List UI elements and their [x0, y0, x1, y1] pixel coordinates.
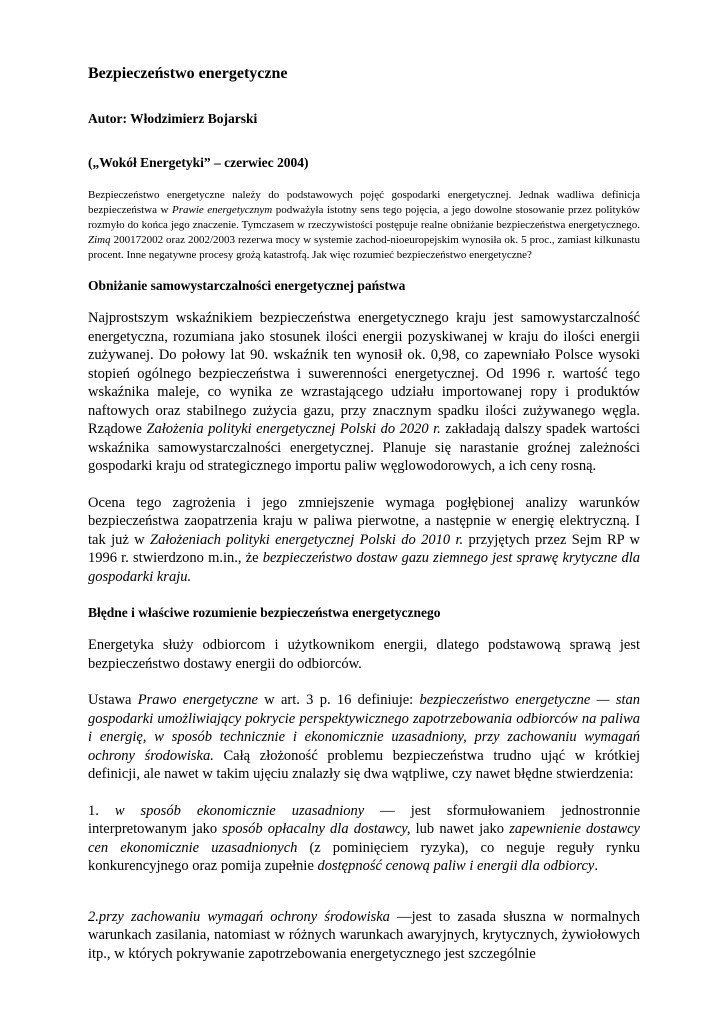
list-item-paragraph: 2.przy zachowaniu wymagań ochrony środowiska —jest to zasada słuszna w normalnych warunkach zasilania, natomiast w różnych warunkach awaryjnych, krytycznych, żywiołowych itp., w których pokrywanie zapotrzebowania energetycznego jest szczególnie — [88, 908, 640, 962]
document-title: Bezpieczeństwo energetyczne — [88, 65, 288, 82]
abstract-paragraph: Bezpieczeństwo energetyczne należy do podstawowych pojęć gospodarki energetycznej. Jednak wadliwa definicja bezpieczeństwa w Prawie energetycznym podważyła istotny sens tego pojęcia, a jego dowolne stosowanie przez polityków rozmyło do końca jego znaczenie. Tymczasem w rzeczywistości postępuje realne obniżanie bezpieczeństwa energetycznego. Zimą 200172002 oraz 2002/2003 rezerwa mocy w systemie zachod-nioeuropejskim wynosiła ok. 5 proc., zamiast kilkunastu procent. Inne negatywne procesy grożą katastrofą. Jak więc rozumieć bezpieczeństwo energetyczne? — [88, 189, 640, 261]
section-heading-understanding: Błędne i właściwe rozumienie bezpieczeństwa energetycznego — [88, 605, 441, 620]
section-heading-self-sufficiency: Obniżanie samowystarczalności energetycznej państwa — [88, 278, 406, 293]
body-paragraph: Najprostszym wskaźnikiem bezpieczeństwa energetycznego kraju jest samowystarczalność energetyczna, rozumiana jako stosunek ilości energii pozyskiwanej w kraju do ilości energii zużywanej. Do połowy lat 90. wskaźnik ten wynosił ok. 0,98, co zapewniało Polsce wysoki stopień ogólnego bezpieczeństwa i suwerenności energetycznej. Od 1996 r. wartość tego wskaźnika maleje, co wynika ze wzrastającego udziału importowanej ropy i produktów naftowych oraz stabilnego zużycia gazu, przy znacznym spadku ilości zużywanego węgla. Rządowe Założenia polityki energetycznej Polski do 2020 r. zakładają dalszy spadek wartości wskaźnika samowystarczalności energetycznej. Planuje się narastanie groźnej zależności gospodarki kraju od strategicznego importu paliw węglowodorowych, a ich ceny rosną. — [88, 310, 641, 474]
body-paragraph: Energetyka służy odbiorcom i użytkownikom energii, dlatego podstawową sprawą jest bezpieczeństwo dostawy energii do odbiorców. — [88, 637, 640, 672]
list-item-paragraph: 1. w sposób ekonomicznie uzasadniony — jest sformułowaniem jednostronnie interpretowanym jako sposób opłacalny dla dostawcy, lub nawet jako zapewnienie dostawcy cen ekonomicznie uzasadnionych (z pominięciem ryzyka), co neguje reguły rynku konkurencyjnego oraz pomija zupełnie dostępność cenową paliw i energii dla odbiorcy. — [88, 802, 641, 874]
body-paragraph: Ocena tego zagrożenia i jego zmniejszenie wymaga pogłębionej analizy warunków bezpieczeństwa zaopatrzenia kraju w paliwa pierwotne, a następnie w energię elektryczną. I tak już w Założeniach polityki energetycznej Polski do 2010 r. przyjętych przez Sejm RP w 1996 r. stwierdzono m.in., że bezpieczeństwo dostaw gazu ziemnego jest sprawę krytyczne dla gospodarki kraju. — [88, 494, 640, 585]
author-line: Autor: Włodzimierz Bojarski — [88, 111, 258, 126]
source-line: („Wokół Energetyki” – czerwiec 2004) — [88, 155, 309, 170]
body-paragraph: Ustawa Prawo energetyczne w art. 3 p. 16 definiuje: bezpieczeństwo energetyczne — stan gospodarki umożliwiający pokrycie perspektywicznego zapotrzebowania odbiorców na paliwa i energię, w sposób technicznie i ekonomicznie uzasadniony, przy zachowaniu wymagań ochrony środowiska. Całą złożoność problemu bezpieczeństwa trudno ująć w krótkiej definicji, ale nawet w takim ujęciu znalazły się dwa wątpliwe, czy nawet błędne stwierdzenia: — [88, 692, 640, 782]
